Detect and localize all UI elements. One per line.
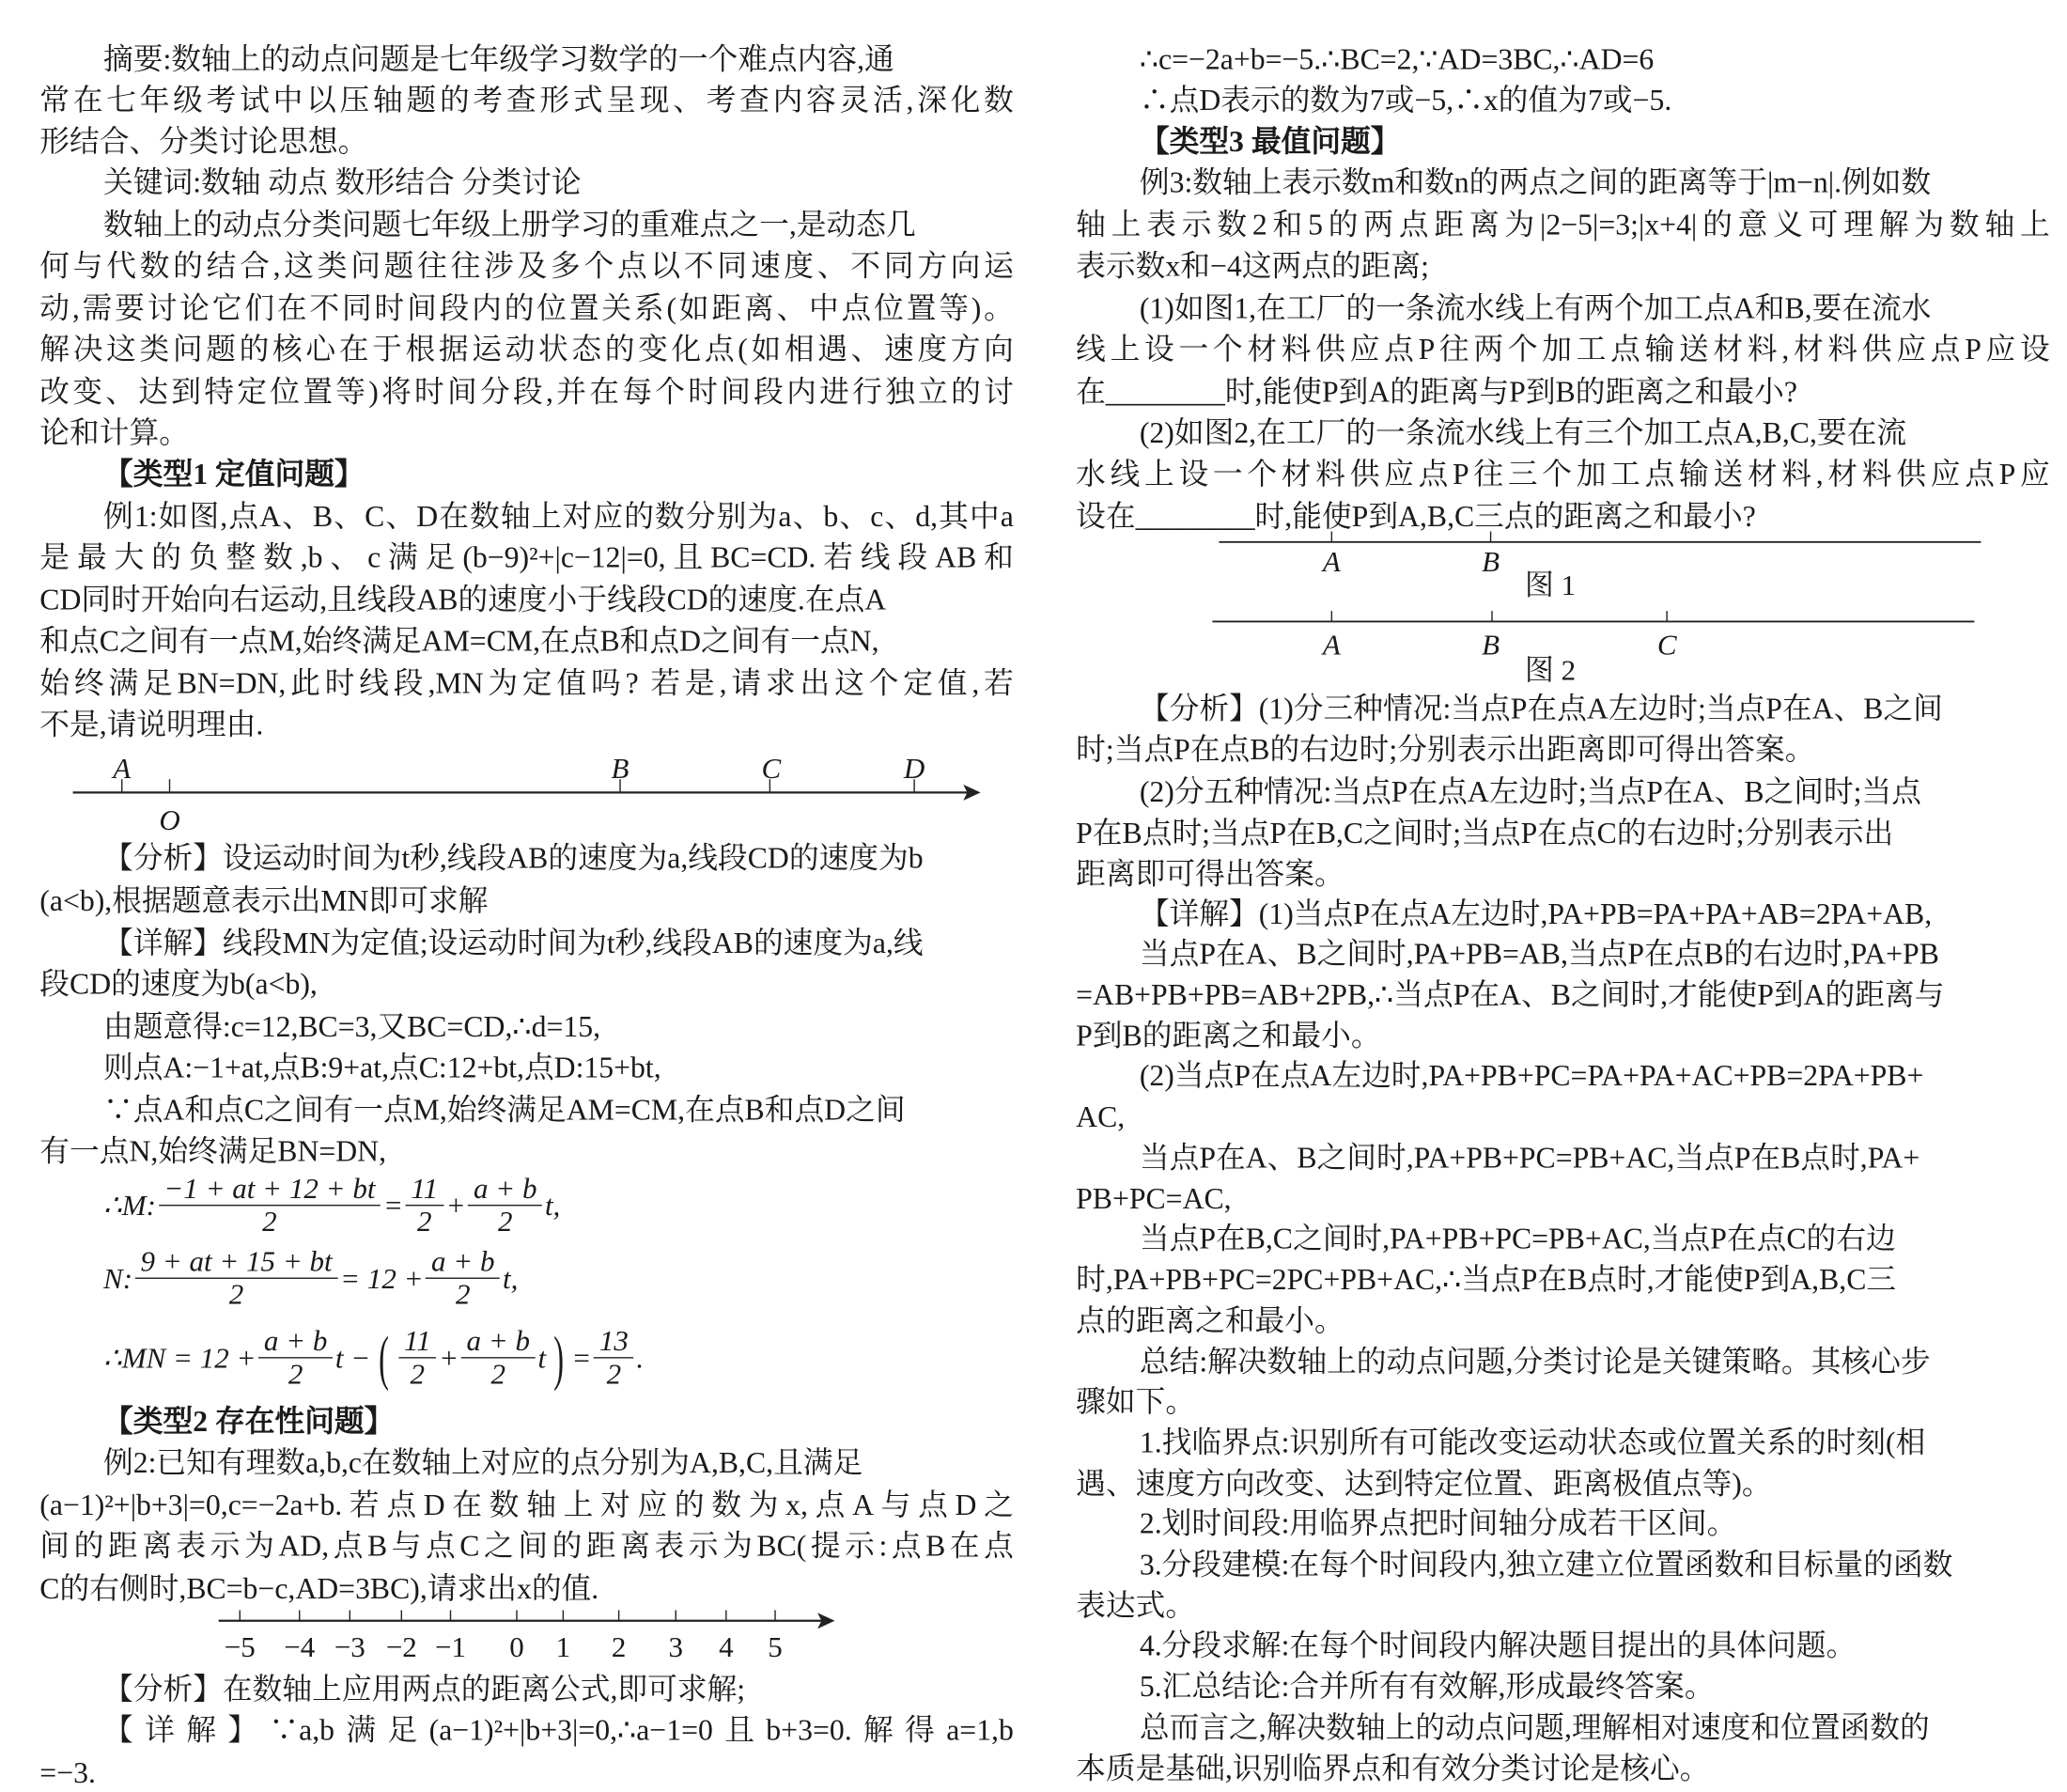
formula-MN: [103, 1325, 644, 1390]
tick-label: 0: [509, 1629, 524, 1663]
formula-text: = 12 +: [340, 1260, 424, 1295]
text-line: 【详解】∵a,b满足(a−1)²+|b+3|=0,∴a−1=0且b+3=0.解得a=1,b: [103, 1713, 1014, 1747]
text-line: 由题意得:c=12,BC=3,又BC=CD,∴d=15,: [103, 1009, 601, 1043]
numerator: a + b: [466, 1323, 531, 1358]
text-line: (1)如图1,在工厂的一条流水线上有两个加工点A和B,要在流水: [1139, 291, 1932, 325]
formula-N: [103, 1246, 518, 1311]
numerator: a + b: [431, 1244, 495, 1278]
formula-text: +: [445, 1188, 466, 1222]
label-C: C: [761, 751, 782, 785]
text-line: (2)分五种情况:当点P在点A左边时;当点P在A、B之间时;当点: [1139, 775, 1921, 809]
text-line: 数轴上的动点分类问题七年级上册学习的重难点之一,是动态几: [103, 208, 916, 242]
tick-label: −4: [284, 1629, 316, 1663]
formula-text: =: [571, 1340, 592, 1374]
text-line: 表示数x和−4这两点的距离;: [1076, 249, 1429, 283]
text-line: 设在________时,能使P到A,B,C三点的距离之和最小?: [1076, 499, 1756, 533]
formula-text: N:: [103, 1260, 133, 1295]
text-line: (2)当点P在点A左边时,PA+PB+PC=PA+PA+AC+PB=2PA+PB+: [1139, 1058, 1924, 1093]
text-line: 改变、达到特定位置等)将时间分段,并在每个时间段内进行独立的讨: [39, 375, 1014, 409]
text-line: 骤如下。: [1076, 1384, 1196, 1419]
text-line: 2.划时间段:用临界点把时间轴分成若干区间。: [1139, 1506, 1737, 1540]
text-line: (a<b),根据题意表示出MN即可求解: [39, 883, 489, 917]
section-heading: 【类型2 存在性问题】: [103, 1404, 395, 1439]
fraction: [409, 1173, 441, 1238]
text-line: ∴点D表示的数为7或−5,∴x的值为7或−5.: [1139, 83, 1672, 117]
fraction: [464, 1325, 533, 1390]
formula-M: [103, 1173, 560, 1238]
text-line: ∵点A和点C之间有一点M,始终满足AM=CM,在点B和点D之间: [103, 1093, 906, 1127]
text-line: 当点P在A、B之间时,PA+PB=AB,当点P在点B的右边时,PA+PB: [1139, 937, 1939, 971]
text-line: 在________时,能使P到A的距离与P到B的距离之和最小?: [1076, 375, 1797, 409]
fraction: [471, 1173, 539, 1238]
tick-label: 4: [719, 1629, 734, 1663]
formula-text: ∴MN = 12 +: [103, 1340, 256, 1374]
text-line: CD同时开始向右运动,且线段AB的速度小于线段CD的速度.在点A: [39, 583, 887, 616]
text-line: 【分析】(1)分三种情况:当点P在点A左边时;当点P在A、B之间: [1139, 692, 1943, 725]
formula-text: t,: [502, 1260, 519, 1295]
label-origin: O: [159, 803, 180, 836]
formula-text: =: [382, 1188, 403, 1222]
numerator: 9 + at + 15 + bt: [140, 1244, 333, 1278]
text-line: ∴c=−2a+b=−5.∴BC=2,∵AD=3BC,∴AD=6: [1139, 42, 1655, 76]
denominator: 2: [426, 1278, 500, 1311]
text-line: 表达式。: [1076, 1588, 1196, 1623]
text-line: 则点A:−1+at,点B:9+at,点C:12+bt,点D:15+bt,: [103, 1051, 661, 1084]
text-line: 例1:如图,点A、B、C、D在数轴上对应的数分别为a、b、c、d,其中a: [103, 499, 1014, 533]
text-line: 当点P在A、B之间时,PA+PB+PC=PB+AC,当点P在B点时,PA+: [1139, 1141, 1920, 1175]
text-line: 解决这类问题的核心在于根据运动状态的变化点(如相遇、速度方向: [39, 332, 1014, 366]
text-line: 论和计算。: [39, 415, 189, 450]
numerator: a + b: [263, 1323, 328, 1358]
text-line: 摘要:数轴上的动点问题是七年级学习数学的一个难点内容,通: [103, 42, 894, 76]
text-line: 当点P在B,C之间时,PA+PB+PC=PB+AC,当点P在点C的右边: [1139, 1222, 1896, 1255]
tick-label: 1: [555, 1629, 571, 1663]
text-line: 【详解】线段MN为定值;设运动时间为t秒,线段AB的速度为a,线: [103, 926, 924, 960]
denominator: 2: [406, 1205, 443, 1238]
text-line: 例2:已知有理数a,b,c在数轴上对应的点分别为A,B,C,且满足: [103, 1445, 863, 1479]
text-line: (a−1)²+|b+3|=0,c=−2a+b.若点D在数轴上对应的数为x,点A与点D之: [39, 1488, 1014, 1522]
text-line: 有一点N,始终满足BN=DN,: [39, 1134, 387, 1168]
formula-text: ∴M:: [103, 1188, 156, 1222]
text-line: 【详解】(1)当点P在点A左边时,PA+PB=PA+PA+AB=2PA+AB,: [1139, 896, 1933, 931]
text-line: 间的距离表示为AD,点B与点C之间的距离表示为BC(提示:点B在点: [39, 1529, 1014, 1563]
numerator: 11: [403, 1323, 431, 1358]
formula-text: t −: [334, 1340, 371, 1374]
denominator: 2: [461, 1357, 536, 1390]
label-B: B: [1482, 628, 1500, 662]
text-line: 例3:数轴上表示数m和数n的两点之间的距离等于|m−n|.例如数: [1139, 165, 1932, 199]
numerator: a + b: [473, 1171, 537, 1205]
text-line: 不是,请说明理由.: [39, 708, 264, 741]
denominator: 2: [398, 1357, 436, 1390]
fraction: [401, 1325, 433, 1390]
denominator: 2: [258, 1357, 333, 1390]
numerator: −1 + at + 12 + bt: [163, 1171, 376, 1205]
label-D: D: [903, 751, 925, 785]
denominator: 2: [159, 1205, 381, 1238]
text-line: 何与代数的结合,这类问题往往涉及多个点以不同速度、不同方向运: [39, 249, 1014, 283]
label-A: A: [1322, 628, 1341, 662]
text-line: 段CD的速度为b(a<b),: [39, 967, 318, 1001]
text-line: 遇、速度方向改变、达到特定位置、距离极值点等)。: [1076, 1467, 1772, 1501]
text-line: 形结合、分类讨论思想。: [39, 124, 368, 158]
label-B: B: [1482, 544, 1500, 578]
text-line: =−3.: [39, 1755, 96, 1789]
text-line: 1.找临界点:识别所有可能改变运动状态或位置关系的时刻(相: [1139, 1426, 1926, 1459]
text-line: 水线上设一个材料供应点P往三个加工点输送材料,材料供应点P应: [1076, 457, 2050, 491]
text-line: AC,: [1076, 1099, 1126, 1133]
text-line: 是最大的负整数,b、c满足(b−9)²+|c−12|=0,且BC=CD.若线段AB和: [39, 540, 1014, 574]
text-line: 轴上表示数2和5的两点距离为|2−5|=3;|x+4|的意义可理解为数轴上: [1076, 208, 2050, 242]
tick-label: 5: [768, 1629, 783, 1663]
text-line: 本质是基础,识别临界点和有效分类讨论是核心。: [1076, 1752, 1710, 1785]
tick-label: 3: [668, 1629, 684, 1663]
denominator: 2: [594, 1357, 633, 1390]
denominator: 2: [468, 1205, 542, 1238]
right-paren: ): [553, 1323, 565, 1392]
text-line: 【分析】设运动时间为t秒,线段AB的速度为a,线段CD的速度为b: [103, 841, 924, 875]
fraction: [138, 1246, 335, 1311]
text-line: (2)如图2,在工厂的一条流水线上有三个加工点A,B,C,要在流: [1139, 415, 1907, 450]
label-A: A: [1322, 544, 1341, 578]
text-line: P到B的距离之和最小。: [1076, 1019, 1381, 1052]
text-line: C的右侧时,BC=b−c,AD=3BC),请求出x的值.: [39, 1571, 599, 1605]
tick-label: −2: [385, 1629, 417, 1663]
numerator: 11: [411, 1171, 439, 1205]
text-line: 总而言之,解决数轴上的动点问题,理解相对速度和位置函数的: [1139, 1710, 1930, 1744]
text-line: 动,需要讨论它们在不同时间段内的位置关系(如距离、中点位置等)。: [39, 291, 1014, 325]
section-heading: 【类型1 定值问题】: [103, 457, 365, 491]
text-line: 3.分段建模:在每个时间段内,独立建立位置函数和目标量的函数: [1139, 1548, 1953, 1582]
text-line: 4.分段求解:在每个时间段内解决题目提出的具体问题。: [1139, 1628, 1857, 1662]
figure-caption: 图 2: [1524, 653, 1577, 687]
tick-label: −1: [435, 1629, 467, 1663]
text-line: 时;当点P在点B的右边时;分别表示出距离即可得出答案。: [1076, 732, 1815, 767]
text-line: 关键词:数轴 动点 数形结合 分类讨论: [103, 165, 582, 199]
fraction: [162, 1173, 379, 1238]
text-line: 距离即可得出答案。: [1076, 857, 1344, 891]
text-line: 点的距离之和最小。: [1076, 1303, 1344, 1337]
text-line: 时,PA+PB+PC=2PC+PB+AC,∴当点P在B点时,才能使P到A,B,C三: [1076, 1263, 1897, 1297]
left-paren: (: [378, 1323, 389, 1392]
section-heading: 【类型3 最值问题】: [1139, 124, 1401, 158]
text-line: 5.汇总结论:合并所有有效解,形成最终答案。: [1139, 1669, 1715, 1704]
label-B: B: [611, 751, 629, 785]
label-A: A: [113, 751, 132, 785]
numerator: 13: [598, 1323, 629, 1358]
label-C: C: [1656, 628, 1677, 662]
formula-text: +: [439, 1340, 459, 1374]
text-line: 和点C之间有一点M,始终满足AM=CM,在点B和点D之间有一点N,: [39, 624, 879, 658]
fraction: [261, 1325, 330, 1390]
fraction: [597, 1325, 631, 1390]
text-line: 常在七年级考试中以压轴题的考查形式呈现、考查内容灵活,深化数: [39, 83, 1014, 117]
tick-label: −3: [334, 1629, 365, 1663]
formula-text: .: [636, 1340, 645, 1374]
text-line: PB+PC=AC,: [1076, 1181, 1232, 1216]
formula-text: t,: [544, 1188, 561, 1222]
fraction: [428, 1246, 497, 1311]
text-line: 【分析】在数轴上应用两点的距离公式,即可求解;: [103, 1672, 746, 1706]
tick-label: −5: [224, 1629, 256, 1663]
text-line: 线上设一个材料供应点P往两个加工点输送材料,材料供应点P应设: [1076, 332, 2050, 366]
text-line: 始终满足BN=DN,此时线段,MN为定值吗? 若是,请求出这个定值,若: [39, 666, 1014, 700]
tick-label: 2: [611, 1629, 627, 1663]
formula-text: t: [537, 1340, 547, 1374]
text-line: P在B点时;当点P在B,C之间时;当点P在点C的右边时;分别表示出: [1076, 816, 1894, 850]
denominator: 2: [135, 1278, 337, 1311]
figure-caption: 图 1: [1524, 569, 1577, 602]
text-line: =AB+PB+PB=AB+2PB,∴当点P在A、B之间时,才能使P到A的距离与: [1076, 977, 1945, 1012]
text-line: 总结:解决数轴上的动点问题,分类讨论是关键策略。其核心步: [1139, 1345, 1931, 1379]
